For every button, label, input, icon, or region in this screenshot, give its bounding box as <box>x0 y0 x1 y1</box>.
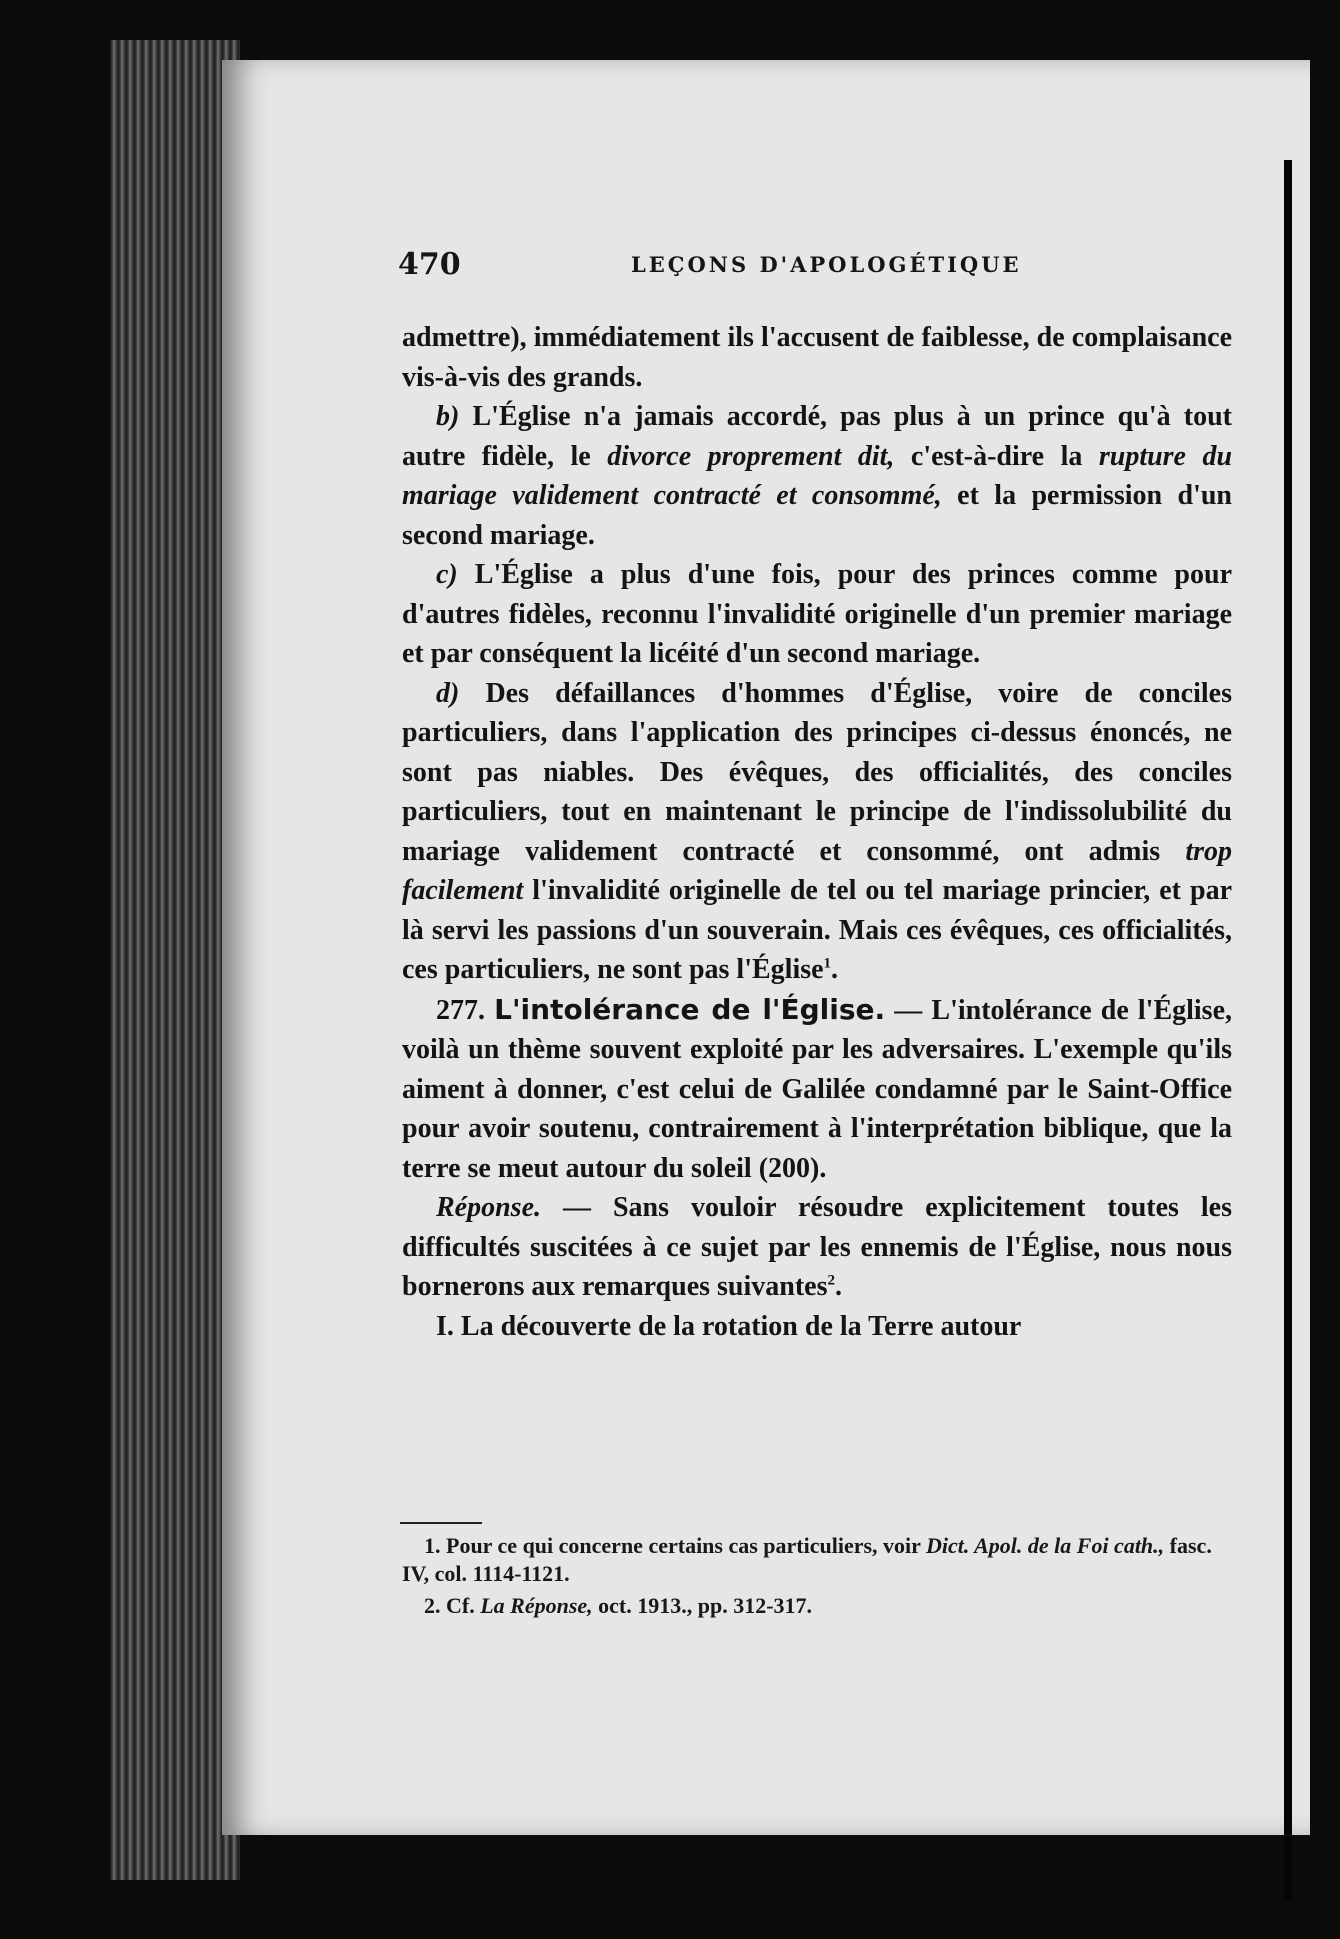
page-border <box>1284 160 1292 1900</box>
page-header <box>398 247 1198 287</box>
footnote-rule <box>400 1522 482 1524</box>
paragraph-d: d) Des défaillances d'hommes d'Église, voire de conciles particuliers, dans l'application des principes ci-dessus énoncés, ne sont pas niables. Des évêques, des officialités, des conciles particuliers, tout en maintenant le principe de l'indissolubilité du mariage validement contracté et consommé, ont admis trop facilement l'invalidité originelle de tel ou tel mariage princier, et par là servi les passions d'un souverain. Mais ces évêques, ces officialités, ces particuliers, ne sont pas l'Église$^1$. <box>402 677 1232 985</box>
section-title: L'intolérance de l'Église. <box>494 992 886 1026</box>
footnote-ref-1: 1 <box>823 955 832 972</box>
paragraph-b: b) L'Église n'a jamais accordé, pas plus à un prince qu'à tout autre fidèle, le divorce proprement dit, c'est-à-dire la rupture du mariage validement contracté et consommé, et la permission d'un second mariage. <box>402 401 1233 551</box>
footnote-1: 1. Pour ce qui concerne certains cas particuliers, voir Dict. Apol. de la Foi cath., fasc. IV, col. 1114-1121. <box>402 1533 1212 1586</box>
item-marker: c) <box>436 559 458 590</box>
footnotes <box>402 1532 1232 1624</box>
section-277: 277. L'intolérance de l'Église. — L'intolérance de l'Église, voilà un thème souvent exploité par les adversaires. L'exemple qu'ils aiment à donner, c'est celui de Galilée condamné par le Saint-Office pour avoir soutenu, contrairement à l'interprétation biblique, que la terre se meut autour du soleil (200). <box>402 992 1233 1184</box>
footnote-ref-2: 2 <box>827 1272 835 1289</box>
paragraph-c: c) L'Église a plus d'une fois, pour des princes comme pour d'autres fidèles, reconnu l'invalidité originelle d'un premier mariage et par conséquent la licéité d'un second mariage. <box>402 559 1232 669</box>
paragraph-i: I. La découverte de la rotation de la Terre autour <box>436 1310 1022 1342</box>
book-edge <box>110 40 240 1880</box>
footnote-2: 2. Cf. La Réponse, oct. 1913., pp. 312-317. <box>424 1593 813 1618</box>
paragraph-reponse: Réponse. — Sans vouloir résoudre explicitement toutes les difficultés suscitées à ce sujet par les ennemis de l'Église, nous nous bornerons aux remarques suivantes$^2$. <box>402 1192 1232 1302</box>
section-number: 277. <box>436 994 485 1026</box>
running-head: LEÇONS D'APOLOGÉTIQUE <box>631 252 1022 277</box>
main-text <box>402 318 1232 1346</box>
item-marker: d) <box>436 677 460 709</box>
item-marker: b) <box>436 401 460 432</box>
paragraph-continuation: admettre), immédiatement ils l'accusent de faiblesse, de complaisance vis-à-vis des grands. <box>402 322 1232 393</box>
page-number: 470 <box>398 247 461 282</box>
